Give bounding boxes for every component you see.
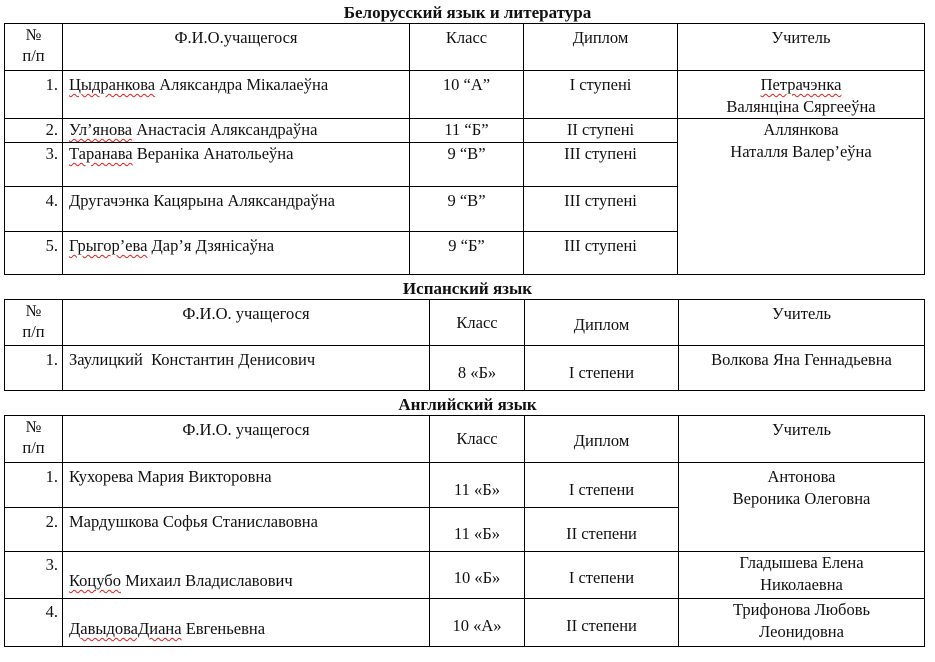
table-row <box>5 599 925 647</box>
header-diploma: Диплом <box>524 24 678 71</box>
header-num <box>5 300 63 346</box>
student-class: 10 “А” <box>410 71 524 119</box>
teacher-line2: Наталля Валер’еўна <box>730 142 872 161</box>
student-class: 11 “Б” <box>410 119 524 143</box>
teacher-line1: Гладышева Елена <box>739 553 864 572</box>
student-name: Заулицкий Константин Денисович <box>63 346 430 391</box>
student-name <box>63 143 410 187</box>
student-class: 9 “В” <box>410 143 524 187</box>
teacher-line1: Трифонова Любовь <box>732 600 871 619</box>
teacher-name: Волкова Яна Геннадьевна <box>679 346 925 391</box>
student-diploma: II степени <box>525 599 679 647</box>
row-num: 4. <box>5 599 63 647</box>
student-class: 11 «Б» <box>430 508 525 552</box>
student-class: 10 «Б» <box>430 552 525 599</box>
teacher-name <box>679 552 925 599</box>
student-name <box>63 119 410 143</box>
header-diploma: Диплом <box>525 416 679 463</box>
name-rest: Анастасія Аляксандраўна <box>132 120 318 139</box>
row-num: 1. <box>5 463 63 508</box>
teacher-line1: Аллянкова <box>763 120 839 139</box>
student-diploma: I степени <box>525 552 679 599</box>
header-name: Ф.И.О. учащегося <box>63 300 430 346</box>
header-diploma: Диплом <box>525 300 679 346</box>
header-name: Ф.И.О.учащегося <box>63 24 410 71</box>
name-rest: Евгеньевна <box>181 619 266 638</box>
teacher-name <box>678 71 925 119</box>
student-class: 9 “Б” <box>410 232 524 275</box>
name-rest: Дар’я Дзянісаўна <box>147 236 275 255</box>
header-teacher: Учитель <box>678 24 925 71</box>
teacher-line2: Валянціна Сяргееўна <box>726 97 876 116</box>
student-diploma: III ступені <box>524 143 678 187</box>
flagged-word: Грыгор’ева <box>69 236 148 255</box>
row-num: 2. <box>5 508 63 552</box>
table-belarusian <box>4 23 925 275</box>
row-num: 1. <box>5 346 63 391</box>
student-diploma: III ступені <box>524 187 678 232</box>
teacher-name <box>679 599 925 647</box>
header-name: Ф.И.О. учащегося <box>63 416 430 463</box>
teacher-line1: Антонова <box>767 467 836 486</box>
row-num: 3. <box>5 143 63 187</box>
table-header-row <box>5 416 925 463</box>
student-class: 11 «Б» <box>430 463 525 508</box>
flagged-word: Таранава <box>69 144 133 163</box>
student-diploma: I степени <box>525 463 679 508</box>
flagged-word: Ул’янова <box>69 120 133 139</box>
teacher-line2: Вероника Олеговна <box>732 489 871 508</box>
table-english <box>4 415 925 647</box>
table-row <box>5 119 925 143</box>
name-rest: Аляксандра Мікалаеўна <box>155 75 329 94</box>
row-num: 3. <box>5 552 63 599</box>
teacher-line2: Леонидовна <box>759 622 844 641</box>
header-num-line2: п/п <box>22 438 45 457</box>
header-class: Класс <box>430 416 525 463</box>
row-num: 4. <box>5 187 63 232</box>
flagged-word: Цыдранкова <box>69 75 156 94</box>
student-name <box>63 599 430 647</box>
table-row <box>5 71 925 119</box>
flagged-word: Коцубо <box>69 571 121 590</box>
table-row <box>5 346 925 391</box>
table-header-row <box>5 300 925 346</box>
table-header-row <box>5 24 925 71</box>
student-diploma: I ступені <box>524 71 678 119</box>
student-name: Мардушкова Софья Станиславовна <box>63 508 430 552</box>
header-num-line1: № <box>25 25 42 44</box>
section-title-english: Английский язык <box>398 395 537 414</box>
flagged-word: ДавыдоваДиана <box>69 619 182 638</box>
header-teacher: Учитель <box>679 300 925 346</box>
table-row <box>5 463 925 508</box>
student-name <box>63 187 410 232</box>
header-num-line1: № <box>25 417 42 436</box>
table-spanish <box>4 299 925 391</box>
row-num: 2. <box>5 119 63 143</box>
header-num <box>5 24 63 71</box>
name-rest: Михаил Владиславович <box>120 571 293 590</box>
student-name <box>63 71 410 119</box>
header-class: Класс <box>410 24 524 71</box>
student-diploma: I степени <box>525 346 679 391</box>
name-rest: Другачэнка Кацярына Аляксандраўна <box>69 191 335 210</box>
student-diploma: II степени <box>525 508 679 552</box>
student-class: 10 «А» <box>430 599 525 647</box>
header-num-line2: п/п <box>22 46 45 65</box>
student-class: 9 “В” <box>410 187 524 232</box>
student-diploma: III ступені <box>524 232 678 275</box>
student-name: Кухорева Мария Викторовна <box>63 463 430 508</box>
row-num: 5. <box>5 232 63 275</box>
section-title-spanish: Испанский язык <box>402 279 533 298</box>
student-diploma: II ступені <box>524 119 678 143</box>
header-num-line2: п/п <box>22 322 45 341</box>
student-class: 8 «Б» <box>430 346 525 391</box>
header-num <box>5 416 63 463</box>
table-row <box>5 552 925 599</box>
header-teacher: Учитель <box>679 416 925 463</box>
teacher-line2: Николаевна <box>760 575 843 594</box>
name-rest: Вераніка Анатольеўна <box>132 144 294 163</box>
teacher-name <box>678 119 925 275</box>
section-title-belarusian: Белорусский язык и литература <box>343 3 592 22</box>
header-num-line1: № <box>25 301 42 320</box>
header-class: Класс <box>430 300 525 346</box>
teacher-name <box>679 463 925 552</box>
teacher-line1: Петрачэнка <box>760 75 842 94</box>
student-name <box>63 552 430 599</box>
student-name <box>63 232 410 275</box>
row-num: 1. <box>5 71 63 119</box>
